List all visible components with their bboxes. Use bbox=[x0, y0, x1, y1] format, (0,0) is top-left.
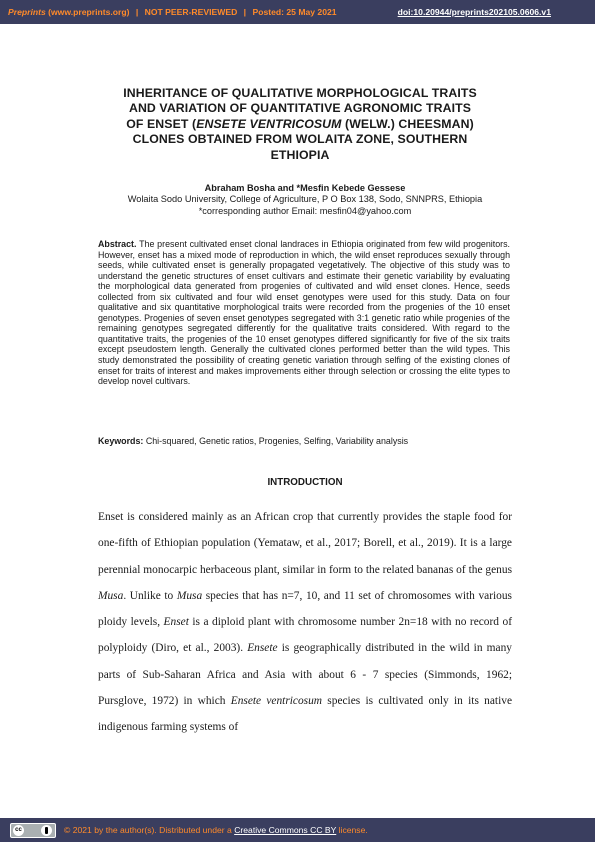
abstract-text: The present cultivated enset clonal landraces in Ethiopia originated from few wild progenitors. However, enset has a mixed mode of reproduction in which, the wild enset reproduces sexually through seeds, while cultivated enset is generally propagated vegetatively. The objective of this study was to understand the genetic structures of enset cultivars and estimate their genetic variability by evaluating the morphological data generated from progenies of cultivated and wild enset clones. Hence, seeds collected from six cultivated and four wild enset genotypes were used for this study. Data on four qualitative and six quantitative morphological traits were recorded from the progenies of the 10 enset genotypes. Progenies of seven enset genotypes segregated with 3:1 genetic ratio while progenies of the remaining genotypes segregated differently for the qualitative traits considered. With regard to the quantitative traits, the progenies of the 10 enset genotypes differed significantly for five of the six traits except pseudostem length. Generally the cultivated clones performed better than the wild types. This study demonstrated the possibility of creating genetic variation through selfing of the existing clones of enset for traits of interest and makes improvements either through selection or crossing the elite types to develop novel cultivars. bbox=[98, 239, 510, 387]
posted-date: Posted: 25 May 2021 bbox=[252, 7, 337, 17]
keywords-label: Keywords: bbox=[98, 436, 144, 446]
preprint-header-bar bbox=[0, 0, 595, 24]
affiliation: Wolaita Sodo University, College of Agriculture, P O Box 138, Sodo, SNNPRS, Ethiopia bbox=[127, 194, 483, 204]
license-footer-bar bbox=[0, 818, 595, 842]
doi-link[interactable]: doi:10.20944/preprints202105.0606.v1 bbox=[397, 7, 551, 17]
abstract bbox=[98, 239, 510, 387]
keywords bbox=[98, 436, 510, 446]
title-line: ETHIOPIA bbox=[270, 147, 330, 162]
species-name: ENSETE VENTRICOSUM bbox=[196, 116, 342, 131]
by-person-icon bbox=[41, 825, 52, 836]
paper-title bbox=[90, 86, 510, 163]
header-left bbox=[8, 7, 337, 17]
separator: | bbox=[135, 7, 139, 17]
title-line: OF ENSET (ENSETE VENTRICOSUM (WELW.) CHEESMAN) bbox=[126, 116, 474, 131]
title-line: CLONES OBTAINED FROM WOLAITA ZONE, SOUTHERN bbox=[132, 132, 468, 147]
corresponding-author: *corresponding author Email: mesfin04@yahoo.com bbox=[198, 206, 412, 216]
license-link[interactable]: Creative Commons CC BY bbox=[234, 825, 337, 835]
keywords-text: Chi-squared, Genetic ratios, Progenies, Selfing, Variability analysis bbox=[143, 436, 409, 446]
authors: Abraham Bosha and *Mesfin Kebede Gessese bbox=[204, 183, 406, 193]
peer-review-status: NOT PEER-REVIEWED bbox=[144, 7, 238, 17]
abstract-label: Abstract. bbox=[98, 239, 137, 249]
cc-by-icon[interactable] bbox=[10, 823, 56, 838]
title-line: INHERITANCE OF QUALITATIVE MORPHOLOGICAL TRAITS bbox=[123, 86, 477, 100]
separator: | bbox=[243, 7, 247, 17]
section-heading: INTRODUCTION bbox=[267, 477, 343, 488]
cc-icon: cc bbox=[13, 825, 24, 836]
introduction-paragraph: Enset is considered mainly as an African crop that currently provides the staple food for one-fifth of Ethiopian population (Yemataw, et al., 2017; Borell, et al., 2019). It is a large perennial monocarpic herbaceous plant, similar in form to the related bananas of the genus Musa. Unlike to Musa species that has n=7, 10, and 11 set of chromosomes with various ploidy levels, Enset is a diploid plant with chromosome number 2n=18 with no record of polyploidy (Diro, et al., 2003). Ensete is geographically distributed in the wild in many parts of Sub-Saharan Africa and Asia with about 6 - 7 species (Simmonds, 1962; Pursglove, 1972) in which Ensete ventricosum species is cultivated only in its native indigenous farming systems of bbox=[98, 511, 512, 734]
preprints-url[interactable]: (www.preprints.org) bbox=[48, 7, 130, 17]
copyright-notice: © 2021 by the author(s). Distributed under a Creative Commons CC BY license. bbox=[64, 825, 368, 835]
title-line: AND VARIATION OF QUANTITATIVE AGRONOMIC TRAITS bbox=[128, 101, 472, 116]
preprints-brand[interactable]: Preprints bbox=[8, 7, 46, 17]
